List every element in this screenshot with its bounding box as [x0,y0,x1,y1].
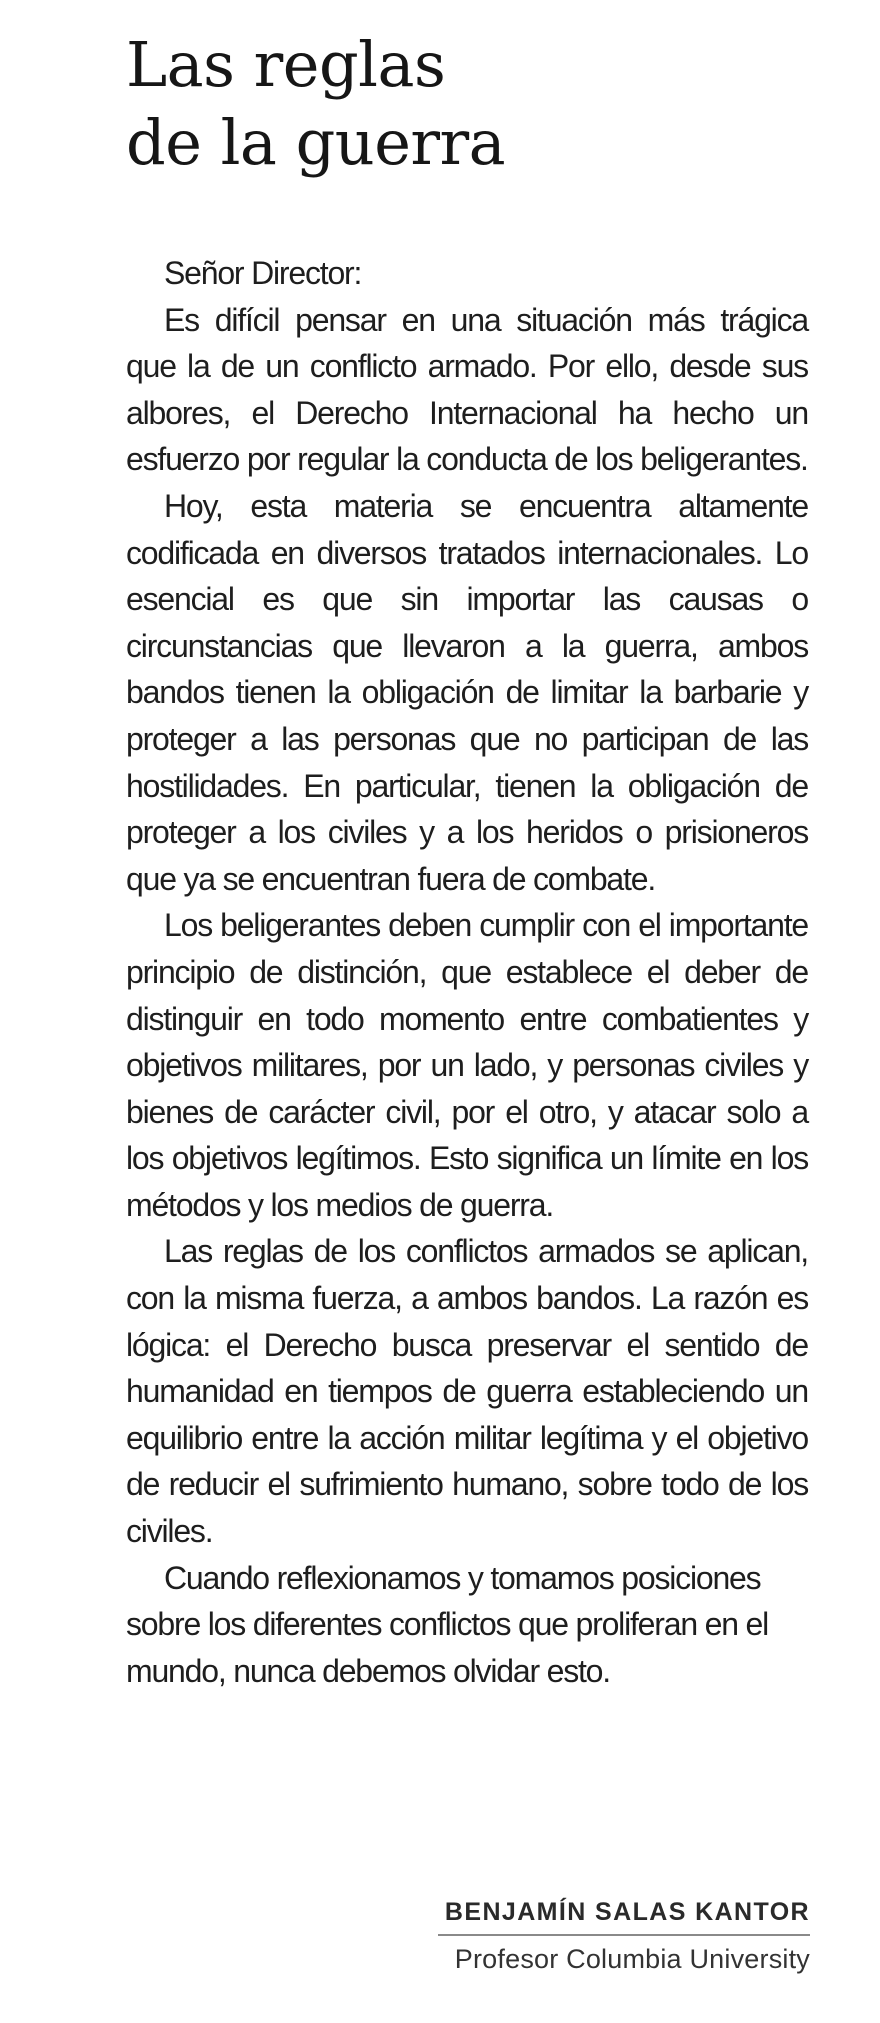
headline-line-1: Las reglas [126,28,446,101]
signature-divider [438,1934,810,1936]
author-title: Profesor Columbia University [454,1944,810,1974]
signature-block [126,1896,810,1976]
headline [126,26,826,182]
paragraph-1: Es difícil pensar en una situación más trágica que la de un conflicto armado. Por ello, desde sus albores, el Derecho Internacional ha hecho un esfuerzo por regular la conducta de los beligerantes. [126,301,808,478]
salutation: Señor Director: [164,255,362,291]
paragraph-4: Las reglas de los conflictos armados se aplican, con la misma fuerza, a ambos bandos. La razón es lógica: el Derecho busca preservar el sentido de humanidad en tiempos de guerra estableciendo un equilibrio entre la acción militar legítima y el objetivo de reducir el sufrimiento humano, sobre todo de los civiles. [126,1233,808,1550]
author-name: BENJAMÍN SALAS KANTOR [444,1898,810,1926]
paragraph-2: Hoy, esta materia se encuentra altamente codificada en diversos tratados internacionales. Lo esencial es que sin importar las causas o circunstancias que llevaron a la guerra, ambos bandos tienen la obligación de limitar la barbarie y proteger a las personas que no participan de las hostilidades. En particular, tienen la obligación de proteger a los civiles y a los heridos o prisioneros que ya se encuentran fuera de combate. [126,487,808,897]
letter-body [126,250,808,1694]
paragraph-5: Cuando reflexionamos y tomamos posiciones sobre los diferentes conflictos que proliferan en el mundo, nunca debemos olvidar esto. [126,1559,769,1689]
headline-line-2: de la guerra [126,106,506,179]
paragraph-3: Los beligerantes deben cumplir con el importante principio de distinción, que establece el deber de distinguir en todo momento entre combatientes y objetivos militares, por un lado, y personas civiles y bienes de carácter civil, por el otro, y atacar solo a los objetivos legítimos. Esto significa un límite en los métodos y los medios de guerra. [126,907,808,1223]
